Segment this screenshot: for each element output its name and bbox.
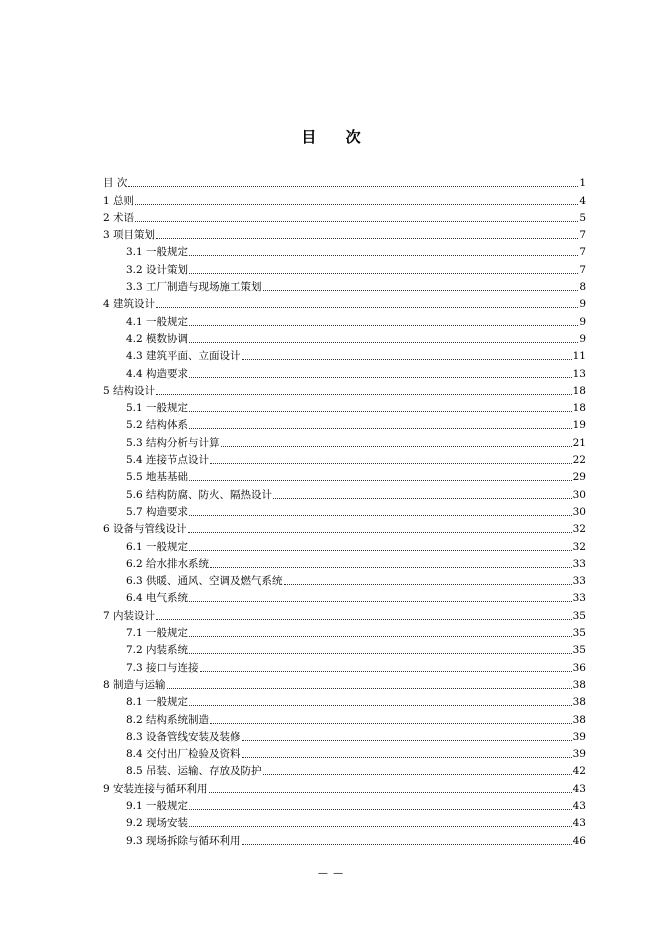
toc-entry-label: 2 术语 (103, 211, 135, 224)
toc-entry-label: 8.4 交付出厂检验及资料 (126, 748, 241, 761)
toc-entry-label: 7.2 内装系统 (126, 644, 189, 657)
toc-entry-label: 3.1 一般规定 (126, 246, 189, 259)
toc-dot-leader (189, 325, 578, 326)
toc-entry-label: 8.3 设备管线安装及装修 (126, 730, 241, 743)
toc-entry[interactable] (103, 277, 586, 294)
toc-entry-page-number: 7 (579, 246, 586, 259)
toc-entry-label: 4 建筑设计 (103, 298, 156, 311)
toc-entry[interactable] (103, 363, 586, 380)
toc-dot-leader (210, 723, 572, 724)
toc-entry[interactable] (103, 190, 586, 207)
toc-entry-label: 5.7 构造要求 (126, 505, 189, 518)
toc-entry-page-number: 33 (572, 557, 586, 570)
toc-entry-page-number: 9 (579, 298, 586, 311)
toc-entry-label: 6 设备与管线设计 (103, 523, 187, 536)
toc-entry-page-number: 33 (572, 592, 586, 605)
toc-entry-page-number: 4 (579, 194, 586, 207)
toc-entry[interactable] (103, 450, 586, 467)
toc-entry-label: 5.1 一般规定 (126, 402, 189, 415)
toc-dot-leader (189, 411, 572, 412)
toc-entry[interactable] (103, 467, 586, 484)
toc-dot-leader (242, 844, 572, 845)
toc-dot-leader (263, 774, 572, 775)
toc-dot-leader (167, 688, 572, 689)
toc-entry[interactable] (103, 744, 586, 761)
toc-entry[interactable] (103, 398, 586, 415)
toc-dot-leader (284, 584, 572, 585)
toc-entry-page-number: 5 (579, 211, 586, 224)
toc-entry-page-number: 42 (572, 765, 586, 778)
toc-entry-label: 9 安装连接与循环利用 (103, 782, 208, 795)
toc-dot-leader (189, 342, 578, 343)
toc-entry[interactable] (103, 605, 586, 622)
toc-entry[interactable] (103, 623, 586, 640)
table-of-contents (103, 173, 586, 848)
toc-entry-page-number: 7 (579, 263, 586, 276)
toc-entry-label: 7 内装设计 (103, 609, 156, 622)
toc-entry-page-number: 35 (572, 609, 586, 622)
toc-entry-label: 目 次 (103, 177, 128, 190)
toc-entry[interactable] (103, 692, 586, 709)
toc-dot-leader (189, 255, 578, 256)
toc-dot-leader (189, 273, 578, 274)
toc-entry[interactable] (103, 813, 586, 830)
toc-dot-leader (128, 186, 578, 187)
toc-dot-leader (189, 480, 572, 481)
toc-entry[interactable] (103, 329, 586, 346)
toc-entry-label: 5.2 结构体系 (126, 419, 189, 432)
toc-entry[interactable] (103, 675, 586, 692)
toc-entry-label: 4.3 建筑平面、立面设计 (126, 350, 241, 363)
toc-dot-leader (209, 792, 572, 793)
toc-entry[interactable] (103, 502, 586, 519)
toc-entry-label: 3 项目策划 (103, 229, 156, 242)
toc-entry-page-number: 13 (572, 367, 586, 380)
toc-entry-page-number: 8 (579, 281, 586, 294)
toc-entry[interactable] (103, 588, 586, 605)
toc-dot-leader (189, 826, 572, 827)
toc-entry-page-number: 18 (572, 384, 586, 397)
toc-dot-leader (210, 567, 572, 568)
toc-entry-page-number: 38 (572, 713, 586, 726)
toc-entry[interactable] (103, 242, 586, 259)
toc-entry-label: 6.3 供暖、通风、空调及燃气系统 (126, 575, 283, 588)
toc-entry-page-number: 18 (572, 402, 586, 415)
toc-entry-page-number: 36 (572, 661, 586, 674)
toc-entry-label: 8.1 一般规定 (126, 696, 189, 709)
toc-entry[interactable] (103, 761, 586, 778)
toc-entry-label: 5.4 连接节点设计 (126, 454, 210, 467)
toc-entry-page-number: 21 (572, 436, 586, 449)
toc-dot-leader (156, 238, 578, 239)
toc-dot-leader (189, 377, 572, 378)
toc-entry[interactable] (103, 381, 586, 398)
toc-dot-leader (242, 757, 572, 758)
toc-entry-page-number: 30 (572, 505, 586, 518)
toc-entry-label: 4.2 模数协调 (126, 332, 189, 345)
toc-dot-leader (188, 532, 572, 533)
toc-entry[interactable] (103, 259, 586, 276)
toc-entry[interactable] (103, 657, 586, 674)
toc-dot-leader (189, 809, 572, 810)
toc-entry-page-number: 39 (572, 748, 586, 761)
toc-dot-leader (156, 307, 578, 308)
toc-dot-leader (189, 601, 572, 602)
toc-entry-page-number: 19 (572, 419, 586, 432)
toc-entry[interactable] (103, 294, 586, 311)
toc-entry[interactable] (103, 311, 586, 328)
toc-entry-label: 9.3 现场拆除与循环利用 (126, 834, 241, 847)
toc-entry-label: 5.6 结构防腐、防火、隔热设计 (126, 488, 273, 501)
toc-entry-label: 5.3 结构分析与计算 (126, 436, 220, 449)
toc-entry-page-number: 11 (572, 350, 586, 363)
toc-entry-label: 5 结构设计 (103, 384, 156, 397)
toc-entry[interactable] (103, 484, 586, 501)
toc-dot-leader (189, 705, 572, 706)
toc-entry[interactable] (103, 432, 586, 449)
toc-entry-page-number: 43 (572, 782, 586, 795)
toc-entry[interactable] (103, 173, 586, 190)
toc-dot-leader (189, 428, 572, 429)
toc-entry-label: 8.2 结构系统制造 (126, 713, 210, 726)
toc-entry-page-number: 46 (572, 834, 586, 847)
toc-entry[interactable] (103, 519, 586, 536)
toc-entry-label: 7.1 一般规定 (126, 627, 189, 640)
toc-entry[interactable] (103, 830, 586, 847)
toc-dot-leader (189, 636, 572, 637)
toc-entry-page-number: 35 (572, 627, 586, 640)
toc-entry-page-number: 29 (572, 471, 586, 484)
toc-entry[interactable] (103, 208, 586, 225)
toc-entry-label: 5.5 地基基础 (126, 471, 189, 484)
toc-entry[interactable] (103, 346, 586, 363)
toc-entry-page-number: 35 (572, 644, 586, 657)
toc-entry[interactable] (103, 225, 586, 242)
toc-entry-page-number: 43 (572, 817, 586, 830)
toc-entry-page-number: 38 (572, 696, 586, 709)
toc-entry[interactable] (103, 554, 586, 571)
toc-entry[interactable] (103, 709, 586, 726)
toc-entry-page-number: 7 (579, 229, 586, 242)
toc-entry-label: 3.2 设计策划 (126, 263, 189, 276)
toc-entry-label: 8.5 吊装、运输、存放及防护 (126, 765, 262, 778)
toc-entry-label: 6.1 一般规定 (126, 540, 189, 553)
page-title: 目 次 (301, 128, 373, 146)
toc-entry-label: 1 总则 (103, 194, 135, 207)
toc-entry-page-number: 32 (572, 540, 586, 553)
toc-entry-page-number: 38 (572, 678, 586, 691)
toc-entry[interactable] (103, 536, 586, 553)
toc-entry-label: 3.3 工厂制造与现场施工策划 (126, 281, 262, 294)
toc-dot-leader (189, 550, 572, 551)
toc-entry-label: 7.3 接口与连接 (126, 661, 199, 674)
toc-entry-page-number: 30 (572, 488, 586, 501)
toc-dot-leader (135, 204, 578, 205)
toc-dot-leader (273, 498, 572, 499)
toc-entry-label: 4.1 一般规定 (126, 315, 189, 328)
toc-entry-page-number: 1 (579, 177, 586, 190)
toc-dot-leader (210, 463, 572, 464)
toc-dot-leader (263, 290, 579, 291)
toc-entry-label: 4.4 构造要求 (126, 367, 189, 380)
toc-entry[interactable] (103, 796, 586, 813)
toc-dot-leader (135, 221, 578, 222)
toc-entry-page-number: 33 (572, 575, 586, 588)
toc-entry[interactable] (103, 640, 586, 657)
toc-dot-leader (189, 515, 572, 516)
toc-entry[interactable] (103, 415, 586, 432)
toc-entry[interactable] (103, 727, 586, 744)
toc-dot-leader (189, 653, 572, 654)
toc-entry-label: 9.1 一般规定 (126, 799, 189, 812)
toc-dot-leader (156, 394, 572, 395)
toc-dot-leader (200, 671, 572, 672)
toc-entry-label: 9.2 现场安装 (126, 817, 189, 830)
toc-dot-leader (242, 740, 572, 741)
toc-entry-page-number: 39 (572, 730, 586, 743)
toc-entry[interactable] (103, 571, 586, 588)
toc-dot-leader (242, 359, 572, 360)
toc-entry-page-number: 9 (579, 332, 586, 345)
toc-entry-page-number: 32 (572, 523, 586, 536)
page-footer: — — (317, 868, 345, 879)
toc-entry-page-number: 22 (572, 454, 586, 467)
toc-dot-leader (221, 446, 572, 447)
toc-entry-label: 6.4 电气系统 (126, 592, 189, 605)
toc-entry-label: 6.2 给水排水系统 (126, 557, 210, 570)
toc-entry[interactable] (103, 778, 586, 795)
toc-entry-page-number: 43 (572, 799, 586, 812)
toc-entry-page-number: 9 (579, 315, 586, 328)
toc-entry-label: 8 制造与运输 (103, 678, 166, 691)
toc-dot-leader (156, 619, 572, 620)
